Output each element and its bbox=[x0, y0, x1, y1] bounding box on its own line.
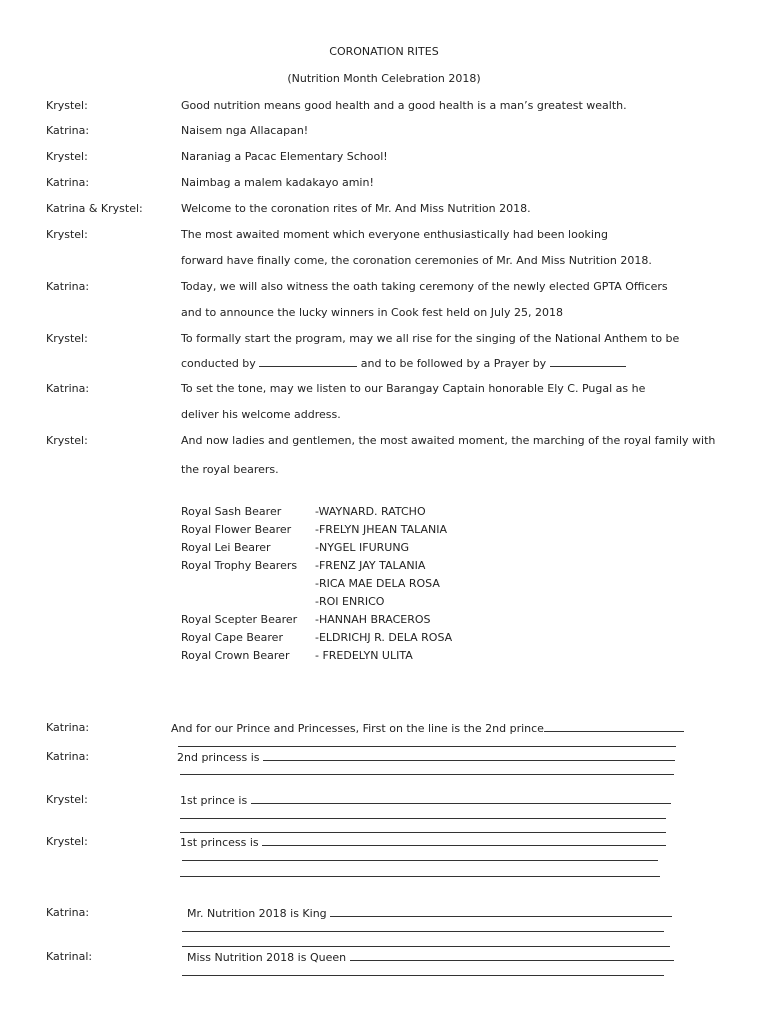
speaker-label: Krystel: bbox=[46, 434, 88, 447]
royal-announcement bbox=[187, 906, 672, 920]
blank-line bbox=[180, 818, 666, 819]
blank-line bbox=[259, 356, 357, 367]
bearer-name: - FREDELYN ULITA bbox=[315, 649, 413, 662]
speaker-label: Krystel: bbox=[46, 99, 88, 112]
bearer-role: Royal Trophy Bearers bbox=[181, 559, 298, 572]
bearer-role: Royal Flower Bearer bbox=[181, 523, 292, 536]
royal-text: 1st princess is bbox=[180, 836, 263, 849]
royal-announcement bbox=[180, 793, 671, 807]
blank-line bbox=[330, 906, 672, 917]
speaker-label: Katrinal: bbox=[46, 950, 93, 963]
page-title: CORONATION RITES bbox=[329, 45, 439, 58]
dialogue-line: To formally start the program, may we all rise for the singing of the National Anthem to be bbox=[181, 332, 680, 345]
speaker-label: Katrina & Krystel: bbox=[46, 202, 143, 215]
dialogue-line: the royal bearers. bbox=[181, 463, 279, 476]
speaker-label: Krystel: bbox=[46, 332, 88, 345]
bearer-name: -RICA MAE DELA ROSA bbox=[315, 577, 440, 590]
speaker-label: Krystel: bbox=[46, 228, 88, 241]
speaker-label: Katrina: bbox=[46, 750, 90, 763]
blank-line bbox=[182, 946, 670, 947]
royal-text: Mr. Nutrition 2018 is King bbox=[187, 907, 331, 920]
speaker-label: Krystel: bbox=[46, 835, 88, 848]
bearer-role: Royal Scepter Bearer bbox=[181, 613, 298, 626]
royal-text: 2nd princess is bbox=[177, 751, 264, 764]
page-subtitle: (Nutrition Month Celebration 2018) bbox=[287, 72, 481, 85]
dialogue-line: Naraniag a Pacac Elementary School! bbox=[181, 150, 388, 163]
blank-line bbox=[180, 876, 660, 877]
dialogue-line: forward have finally come, the coronation ceremonies of Mr. And Miss Nutrition 2018. bbox=[181, 254, 652, 267]
blank-line bbox=[350, 950, 674, 961]
bearer-name: -ROI ENRICO bbox=[315, 595, 385, 608]
dialogue-line: and to announce the lucky winners in Cook fest held on July 25, 2018 bbox=[181, 306, 563, 319]
blank-line bbox=[544, 721, 684, 732]
conducted-text-1: conducted by bbox=[181, 357, 260, 370]
dialogue-line: Today, we will also witness the oath taking ceremony of the newly elected GPTA Officers bbox=[181, 280, 668, 293]
speaker-label: Katrina: bbox=[46, 721, 90, 734]
royal-announcement bbox=[187, 950, 674, 964]
bearer-role: Royal Crown Bearer bbox=[181, 649, 290, 662]
speaker-label: Katrina: bbox=[46, 176, 90, 189]
dialogue-line: The most awaited moment which everyone enthusiastically had been looking bbox=[181, 228, 608, 241]
bearer-role: Royal Cape Bearer bbox=[181, 631, 283, 644]
royal-text: Miss Nutrition 2018 is Queen bbox=[187, 951, 350, 964]
speaker-label: Katrina: bbox=[46, 280, 90, 293]
royal-text: 1st prince is bbox=[180, 794, 251, 807]
blank-line bbox=[550, 356, 626, 367]
bearer-name: -NYGEL IFURUNG bbox=[315, 541, 410, 554]
dialogue-line: deliver his welcome address. bbox=[181, 408, 341, 421]
bearer-name: -FRENZ JAY TALANIA bbox=[315, 559, 426, 572]
bearer-name: -WAYNARD. RATCHO bbox=[315, 505, 426, 518]
blank-line bbox=[182, 975, 664, 976]
speaker-label: Katrina: bbox=[46, 906, 90, 919]
bearer-name: -FRELYN JHEAN TALANIA bbox=[315, 523, 448, 536]
royal-announcement bbox=[180, 835, 666, 849]
blank-line bbox=[251, 793, 671, 804]
speaker-label: Katrina: bbox=[46, 124, 90, 137]
dialogue-line: Naisem nga Allacapan! bbox=[181, 124, 309, 137]
blank-line bbox=[262, 835, 666, 846]
blank-line bbox=[180, 774, 674, 775]
bearer-name: -HANNAH BRACEROS bbox=[315, 613, 431, 626]
royal-text: And for our Prince and Princesses, First on the line is the 2nd prince bbox=[171, 722, 544, 735]
dialogue-line: To set the tone, may we listen to our Barangay Captain honorable Ely C. Pugal as he bbox=[181, 382, 646, 395]
bearer-name: -ELDRICHJ R. DELA ROSA bbox=[315, 631, 453, 644]
dialogue-line: Good nutrition means good health and a good health is a man’s greatest wealth. bbox=[181, 99, 627, 112]
speaker-label: Katrina: bbox=[46, 382, 90, 395]
blank-line bbox=[180, 832, 666, 833]
speaker-label: Krystel: bbox=[46, 793, 88, 806]
bearer-role: Royal Sash Bearer bbox=[181, 505, 282, 518]
royal-announcement bbox=[171, 721, 684, 735]
dialogue-line: Naimbag a malem kadakayo amin! bbox=[181, 176, 374, 189]
royal-announcement bbox=[177, 750, 675, 764]
conducted-text-2: and to be followed by a Prayer by bbox=[357, 357, 550, 370]
blank-line bbox=[263, 750, 675, 761]
bearer-role: Royal Lei Bearer bbox=[181, 541, 271, 554]
conducted-line bbox=[181, 356, 626, 370]
blank-line bbox=[178, 746, 676, 747]
speaker-label: Krystel: bbox=[46, 150, 88, 163]
blank-line bbox=[182, 931, 664, 932]
dialogue-line: Welcome to the coronation rites of Mr. And Miss Nutrition 2018. bbox=[181, 202, 531, 215]
blank-line bbox=[182, 860, 658, 861]
dialogue-line: And now ladies and gentlemen, the most awaited moment, the marching of the royal family with bbox=[181, 434, 716, 447]
